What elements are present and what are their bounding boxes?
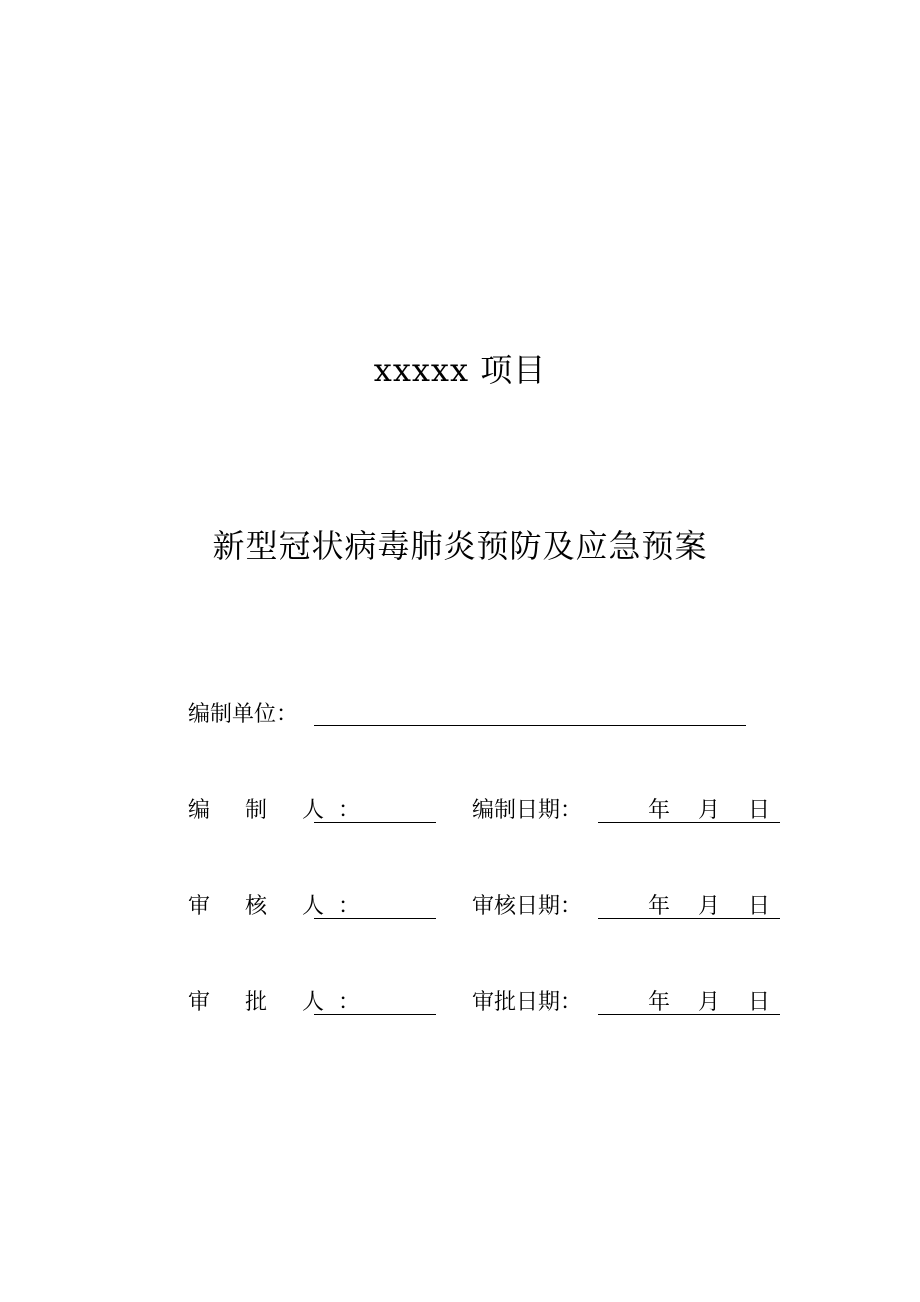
- approver-blank-line[interactable]: [314, 1014, 436, 1015]
- preparer-date-label: 编制日期：: [472, 798, 583, 823]
- approver-date-label: 审批日期：: [472, 990, 583, 1015]
- reviewer-date-label: 审核日期：: [472, 894, 583, 919]
- preparer-date-day: 日: [748, 798, 771, 823]
- unit-label: 编制单位：: [188, 702, 299, 727]
- preparer-date-month: 月: [698, 798, 721, 823]
- approver-date-year: 年: [648, 990, 671, 1015]
- approver-date-month: 月: [698, 990, 721, 1015]
- reviewer-date-year: 年: [648, 894, 671, 919]
- preparer-date-year: 年: [648, 798, 671, 823]
- document-title: 新型冠状病毒肺炎预防及应急预案: [212, 527, 708, 565]
- reviewer-blank-line[interactable]: [314, 918, 436, 919]
- preparer-label: 编 制 人：: [188, 798, 374, 823]
- reviewer-label: 审 核 人：: [188, 894, 374, 919]
- preparer-blank-line[interactable]: [314, 822, 436, 823]
- reviewer-date-month: 月: [698, 894, 721, 919]
- project-title: xxxxx 项目: [373, 351, 547, 389]
- approver-label: 审 批 人：: [188, 990, 374, 1015]
- reviewer-date-day: 日: [748, 894, 771, 919]
- unit-blank-line[interactable]: [314, 725, 746, 726]
- approver-date-day: 日: [748, 990, 771, 1015]
